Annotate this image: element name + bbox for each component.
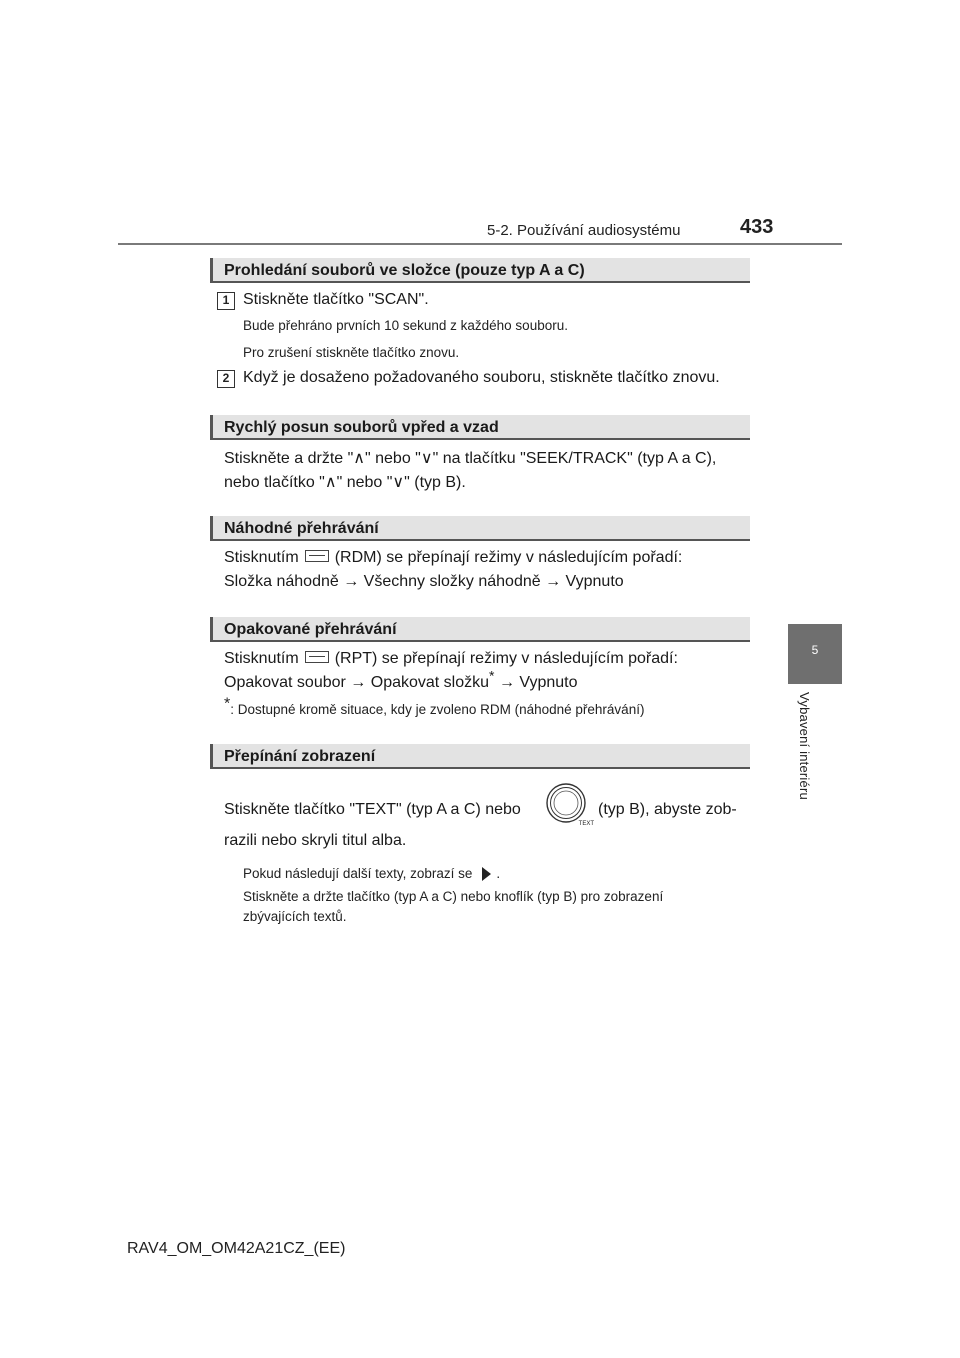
display-text-line-1b: (typ B), abyste zob- — [598, 801, 737, 818]
display-note-1 — [243, 866, 500, 881]
repeat-text-c: Opakovat soubor → Opakovat složku — [224, 674, 490, 691]
step-2-text: Když je dosaženo požadovaného souboru, stiskněte tlačítko znovu. — [243, 369, 720, 386]
section-heading-fast: Rychlý posun souborů vpřed a vzad — [210, 415, 750, 440]
step-1-note-2: Pro zrušení stiskněte tlačítko znovu. — [243, 345, 460, 360]
display-text-line-1a: Stiskněte tlačítko "TEXT" (typ A a C) nebo — [224, 801, 521, 818]
display-note-2: Stiskněte a držte tlačítko (typ A a C) nebo knoflík (typ B) pro zobrazení — [243, 889, 664, 904]
repeat-text-d: → Vypnuto — [498, 674, 578, 691]
section-heading-scan: Prohledání souborů ve složce (pouze typ A a C) — [210, 258, 750, 283]
repeat-text-a: Stisknutím — [224, 650, 299, 667]
footnote-text: : Dostupné kromě situace, kdy je zvoleno RDM (náhodné přehrávání) — [230, 702, 645, 717]
random-text-b: (RDM) se přepínají režimy v následujícím pořadí: — [334, 549, 683, 566]
random-text-a: Stisknutím — [224, 549, 299, 566]
running-header-section: 5-2. Používání audiosystému — [487, 222, 681, 239]
repeat-text-line-2 — [224, 667, 578, 692]
repeat-text-b: (RPT) se přepínají režimy v následujícím pořadí: — [334, 650, 678, 667]
display-text-line-2: razili nebo skryli titul alba. — [224, 832, 407, 849]
header-rule — [118, 243, 842, 245]
repeat-asterisk: * — [489, 667, 495, 684]
footnote-mark: * — [224, 695, 231, 713]
random-text-line-2: Složka náhodně → Všechny složky náhodně → Vypnuto — [224, 573, 624, 590]
play-arrow-icon — [482, 867, 491, 881]
display-note-1b: . — [496, 866, 501, 881]
display-note-3: zbývajících textů. — [243, 909, 347, 924]
page-number: 433 — [740, 216, 774, 238]
chapter-tab: 5 — [788, 624, 842, 684]
fast-text-line-2: nebo tlačítko "∧" nebo "∨" (typ B). — [224, 474, 466, 491]
rdm-button-icon — [305, 550, 329, 562]
document-code: RAV4_OM_OM42A21CZ_(EE) — [127, 1240, 346, 1257]
repeat-footnote — [224, 695, 645, 717]
text-knob-icon — [546, 781, 592, 829]
step-number-2: 2 — [217, 370, 235, 388]
step-1-text: Stiskněte tlačítko "SCAN". — [243, 291, 429, 308]
section-heading-random: Náhodné přehrávání — [210, 516, 750, 541]
random-text-line-1 — [224, 549, 682, 567]
fast-text-line-1: Stiskněte a držte "∧" nebo "∨" na tlačítku "SEEK/TRACK" (typ A a C), — [224, 450, 717, 467]
section-heading-repeat: Opakované přehrávání — [210, 617, 750, 642]
rpt-button-icon — [305, 651, 329, 663]
section-heading-display: Přepínání zobrazení — [210, 744, 750, 769]
step-1-note-1: Bude přehráno prvních 10 sekund z každého souboru. — [243, 318, 568, 333]
repeat-text-line-1 — [224, 650, 678, 668]
chapter-label: Vybavení interiéru — [797, 692, 812, 800]
display-note-1a: Pokud následují další texty, zobrazí se — [243, 866, 473, 881]
knob-text-label: TEXT — [578, 821, 594, 827]
step-number-1: 1 — [217, 292, 235, 310]
